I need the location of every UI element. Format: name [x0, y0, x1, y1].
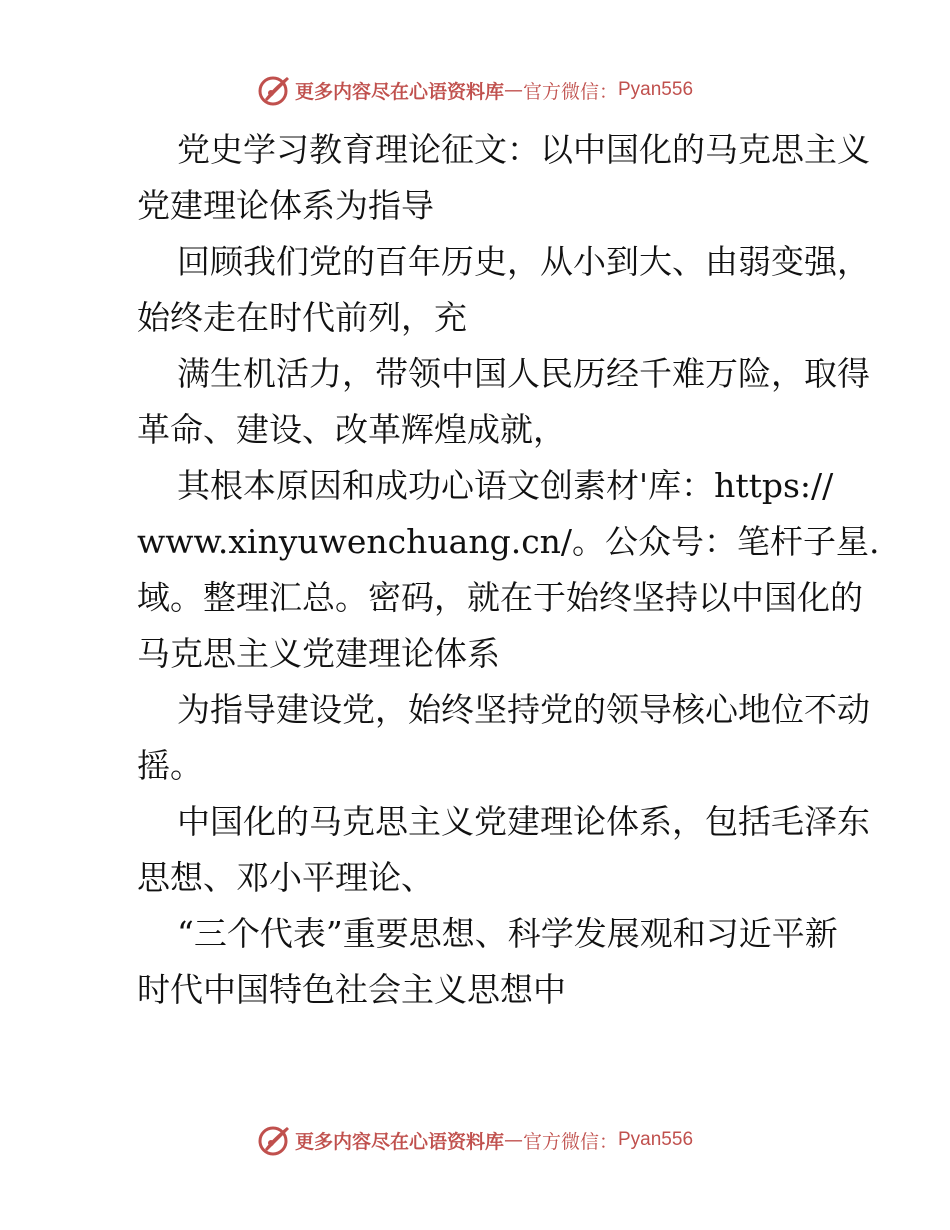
paragraph-line: www.xinyuwenchuang.cn/。公众号：笔杆子星. — [137, 522, 880, 561]
paragraph-line: 思想、邓小平理论、 — [137, 858, 434, 897]
title-line-2: 党建理论体系为指导 — [137, 186, 434, 225]
paragraph-line: 其根本原因和成功心语文创素材'库：https:// — [177, 466, 834, 505]
paragraph-line: 中国化的马克思主义党建理论体系，包括毛泽东 — [177, 802, 870, 841]
brush-logo-icon — [257, 73, 291, 107]
header-banner — [0, 70, 950, 110]
paragraph-line: 摇。 — [137, 746, 203, 785]
banner-dash: — — [503, 1129, 523, 1151]
banner-wechat-label: 官方微信： — [522, 80, 618, 103]
footer-banner — [0, 1120, 950, 1160]
paragraph-line: 革命、建设、改革辉煌成就， — [137, 410, 566, 449]
banner-brand-text: 更多内容尽在心语资料库 — [294, 1130, 504, 1153]
document-body — [97, 122, 880, 1018]
banner-wechat-label: 官方微信： — [522, 1130, 618, 1153]
paragraph-line: “三个代表”重要思想、科学发展观和习近平新 — [177, 914, 838, 953]
banner-brand-text: 更多内容尽在心语资料库 — [294, 80, 504, 103]
banner-dash: — — [503, 79, 523, 101]
paragraph-line: 满生机活力，带领中国人民历经千难万险，取得 — [177, 354, 870, 393]
banner-account-id: Pyan556 — [618, 79, 694, 100]
title-line-1: 党史学习教育理论征文：以中国化的马克思主义 — [177, 130, 870, 169]
paragraph-line: 时代中国特色社会主义思想中 — [137, 970, 566, 1009]
brush-logo-icon — [257, 1123, 291, 1157]
banner-account-id: Pyan556 — [618, 1129, 694, 1150]
paragraph-line: 域。整理汇总。密码，就在于始终坚持以中国化的 — [137, 578, 863, 617]
paragraph-line: 回顾我们党的百年历史，从小到大、由弱变强， — [177, 242, 870, 281]
paragraph-line: 为指导建设党，始终坚持党的领导核心地位不动 — [177, 690, 870, 729]
paragraph-line: 始终走在时代前列，充 — [137, 298, 467, 337]
paragraph-line: 马克思主义党建理论体系 — [137, 634, 500, 673]
